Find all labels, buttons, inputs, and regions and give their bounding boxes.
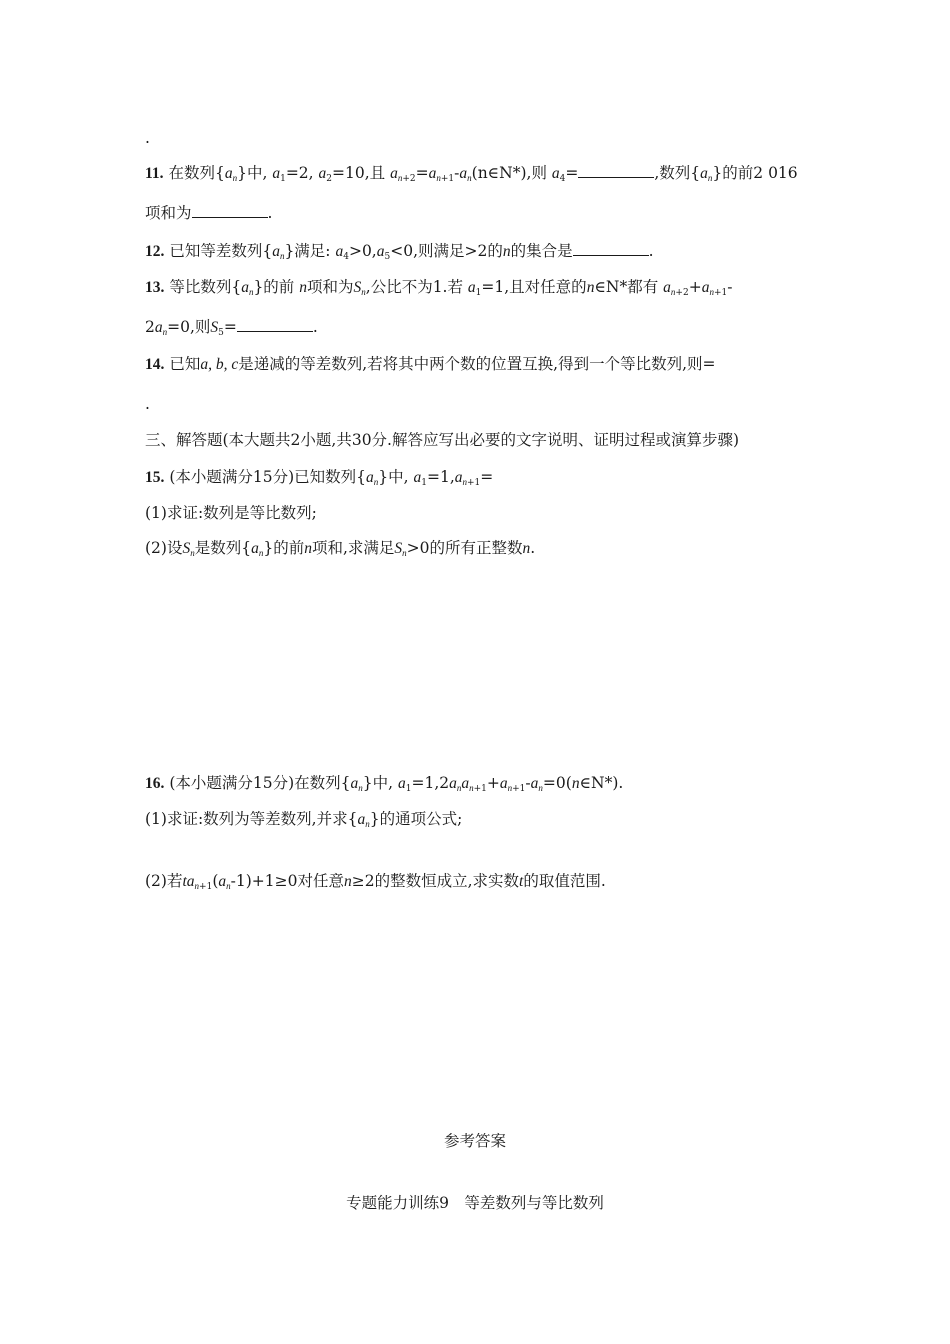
answer-blank[interactable] [192, 203, 268, 218]
question-11-line2: 项和为 . [145, 204, 273, 222]
question-13-line2: $2a_n=0$,则$S_5=$ . [145, 318, 318, 338]
question-12-number: 12. [145, 243, 165, 260]
question-14-line2: . [145, 395, 150, 413]
question-14-line1: 14. 已知a, b, c是递减的等差数列,若将其中两个数的位置互换,得到一个等比数列,则= [145, 355, 716, 373]
question-15-part1: (1)求证:数列是等比数列; [145, 504, 317, 522]
question-14-number: 14. [145, 356, 165, 373]
section-3-heading: 三、解答题(本大题共2小题,共30分.解答应写出必要的文字说明、证明过程或演算步骤) [145, 431, 740, 449]
answer-blank[interactable] [578, 163, 654, 178]
answer-title: 参考答案 [443, 1132, 506, 1150]
question-13-line1: 13. 等比数列$\{a_n\}$的前 n项和为$S_n$,公比不为1.若 $a_1=1$,且对任意的n∈N*都有 $a_{n+2}+a_{n+1}-$ [145, 278, 733, 298]
question-12: 12. 已知等差数列$\{a_n\}$满足: $a_4>0,a_5<0$,则满足>2的n的集合是 . [145, 242, 654, 262]
question-11-line1: 11. 在数列$\{a_n\}$中, $a_1=2$, $a_2=10$,且 $a_{n+2}=a_{n+1}-a_n(n\in N*)$,则 $a_4=$ ,数列$\{a_n\}$的前2 016 [145, 164, 798, 184]
question-13-number: 13. [145, 279, 165, 296]
question-15-part2: (2)设$S_n$是数列$\{a_n\}$的前n项和,求满足$S_n>0$的所有正整数n. [145, 539, 536, 558]
answer-blank[interactable] [573, 241, 649, 256]
question-15: 15. (本小题满分15分)已知数列$\{a_n\}$中, $a_1=1,a_{n+1}=$ [145, 468, 494, 488]
question-16-part1: (1)求证:数列为等差数列,并求$\{a_n\}$的通项公式; [145, 810, 463, 829]
answer-subtitle: 专题能力训练9 等差数列与等比数列 [346, 1194, 604, 1212]
question-15-number: 15. [145, 469, 165, 486]
top-dot: . [145, 129, 150, 147]
answer-blank[interactable] [237, 317, 313, 332]
question-16: 16. (本小题满分15分)在数列$\{a_n\}$中, $a_1=1,2a_na_{n+1}+a_{n+1}-a_n=0(n\in N*)$. [145, 774, 624, 794]
question-16-part2: (2)若$ta_{n+1}(a_n-1)+1\ge 0$对任意n≥2的整数恒成立,求实数t的取值范围. [145, 872, 606, 892]
question-16-number: 16. [145, 775, 165, 792]
question-11-number: 11. [145, 165, 164, 182]
